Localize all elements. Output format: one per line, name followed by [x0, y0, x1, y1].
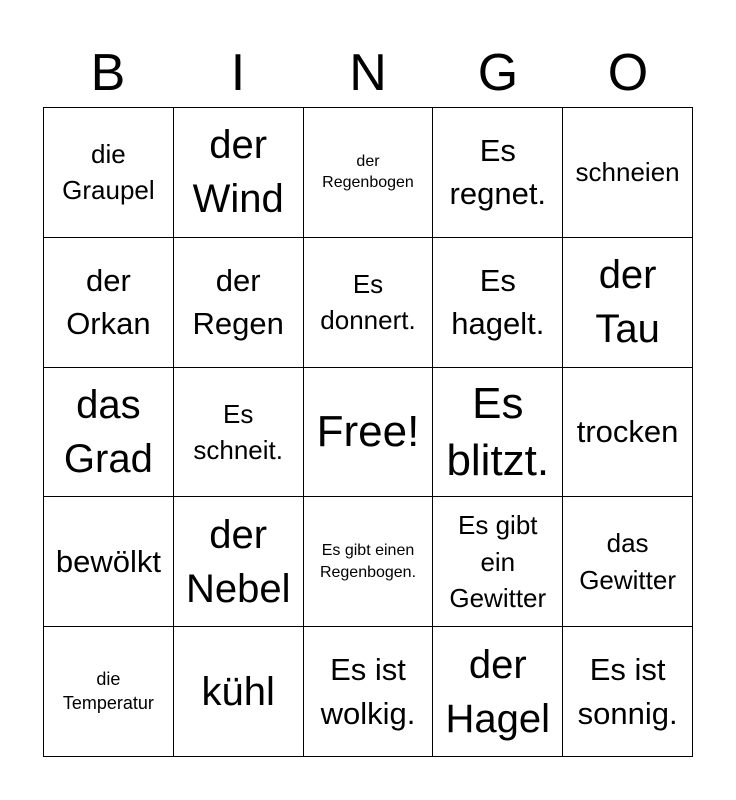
bingo-cell[interactable] — [433, 108, 563, 238]
header-letter-g: G — [477, 44, 519, 102]
bingo-cell[interactable] — [563, 627, 693, 757]
bingo-cell[interactable] — [44, 627, 174, 757]
cell-text: Es regnet. — [449, 133, 547, 212]
bingo-cell[interactable] — [44, 108, 174, 238]
bingo-cell[interactable] — [433, 497, 563, 627]
cell-text: der Orkan — [66, 262, 151, 342]
cell-text: der Wind — [192, 123, 284, 222]
bingo-free-cell[interactable] — [304, 368, 434, 498]
bingo-cell[interactable] — [174, 108, 304, 238]
bingo-cell[interactable] — [563, 368, 693, 498]
bingo-cell[interactable] — [44, 497, 174, 627]
bingo-cell[interactable] — [174, 368, 304, 498]
bingo-cell[interactable] — [433, 627, 563, 757]
bingo-cell[interactable] — [563, 497, 693, 627]
bingo-cell[interactable] — [433, 368, 563, 498]
bingo-cell[interactable] — [174, 497, 304, 627]
cell-text: bewölkt — [55, 544, 161, 580]
bingo-cell[interactable] — [433, 238, 563, 368]
cell-text: das Gewitter — [579, 528, 676, 595]
cell-text: die Graupel — [62, 139, 155, 206]
header-letter-n: N — [349, 44, 387, 102]
cell-text: Es schneit. — [193, 398, 283, 465]
bingo-cell[interactable] — [174, 627, 304, 757]
cell-text: der Nebel — [185, 512, 291, 611]
bingo-cell[interactable] — [304, 497, 434, 627]
bingo-cell[interactable] — [44, 238, 174, 368]
cell-text: der Tau — [595, 253, 660, 352]
cell-text: Es ist sonnig. — [577, 652, 678, 731]
bingo-card-grid — [43, 107, 693, 757]
cell-text: der Regen — [192, 262, 284, 342]
cell-text: Es hagelt. — [451, 262, 545, 342]
bingo-cell[interactable] — [304, 108, 434, 238]
cell-text: das Grad — [63, 382, 153, 481]
bingo-header — [43, 38, 693, 108]
cell-text: Es blitzt. — [446, 378, 550, 485]
cell-text: Es donnert. — [320, 268, 416, 336]
bingo-cell[interactable] — [563, 238, 693, 368]
header-letter-i: I — [230, 44, 246, 102]
header-letter-b: B — [90, 44, 126, 102]
cell-text: kühl — [201, 669, 275, 714]
header-letter-o: O — [607, 44, 649, 102]
bingo-cell[interactable] — [174, 238, 304, 368]
cell-text: Es gibt ein Gewitter — [449, 510, 547, 613]
bingo-cell[interactable] — [44, 368, 174, 498]
bingo-cell[interactable] — [304, 238, 434, 368]
cell-text: der Hagel — [445, 642, 551, 741]
cell-text: schneien — [575, 157, 680, 188]
cell-text: die Temperatur — [62, 669, 154, 713]
bingo-cell[interactable] — [304, 627, 434, 757]
cell-text: Es gibt einen Regenbogen. — [319, 542, 417, 581]
cell-text: Es ist wolkig. — [320, 652, 416, 731]
cell-text: der Regenbogen — [322, 152, 414, 192]
free-space-text: Free! — [316, 407, 420, 457]
bingo-cell[interactable] — [563, 108, 693, 238]
cell-text: trocken — [576, 414, 679, 450]
